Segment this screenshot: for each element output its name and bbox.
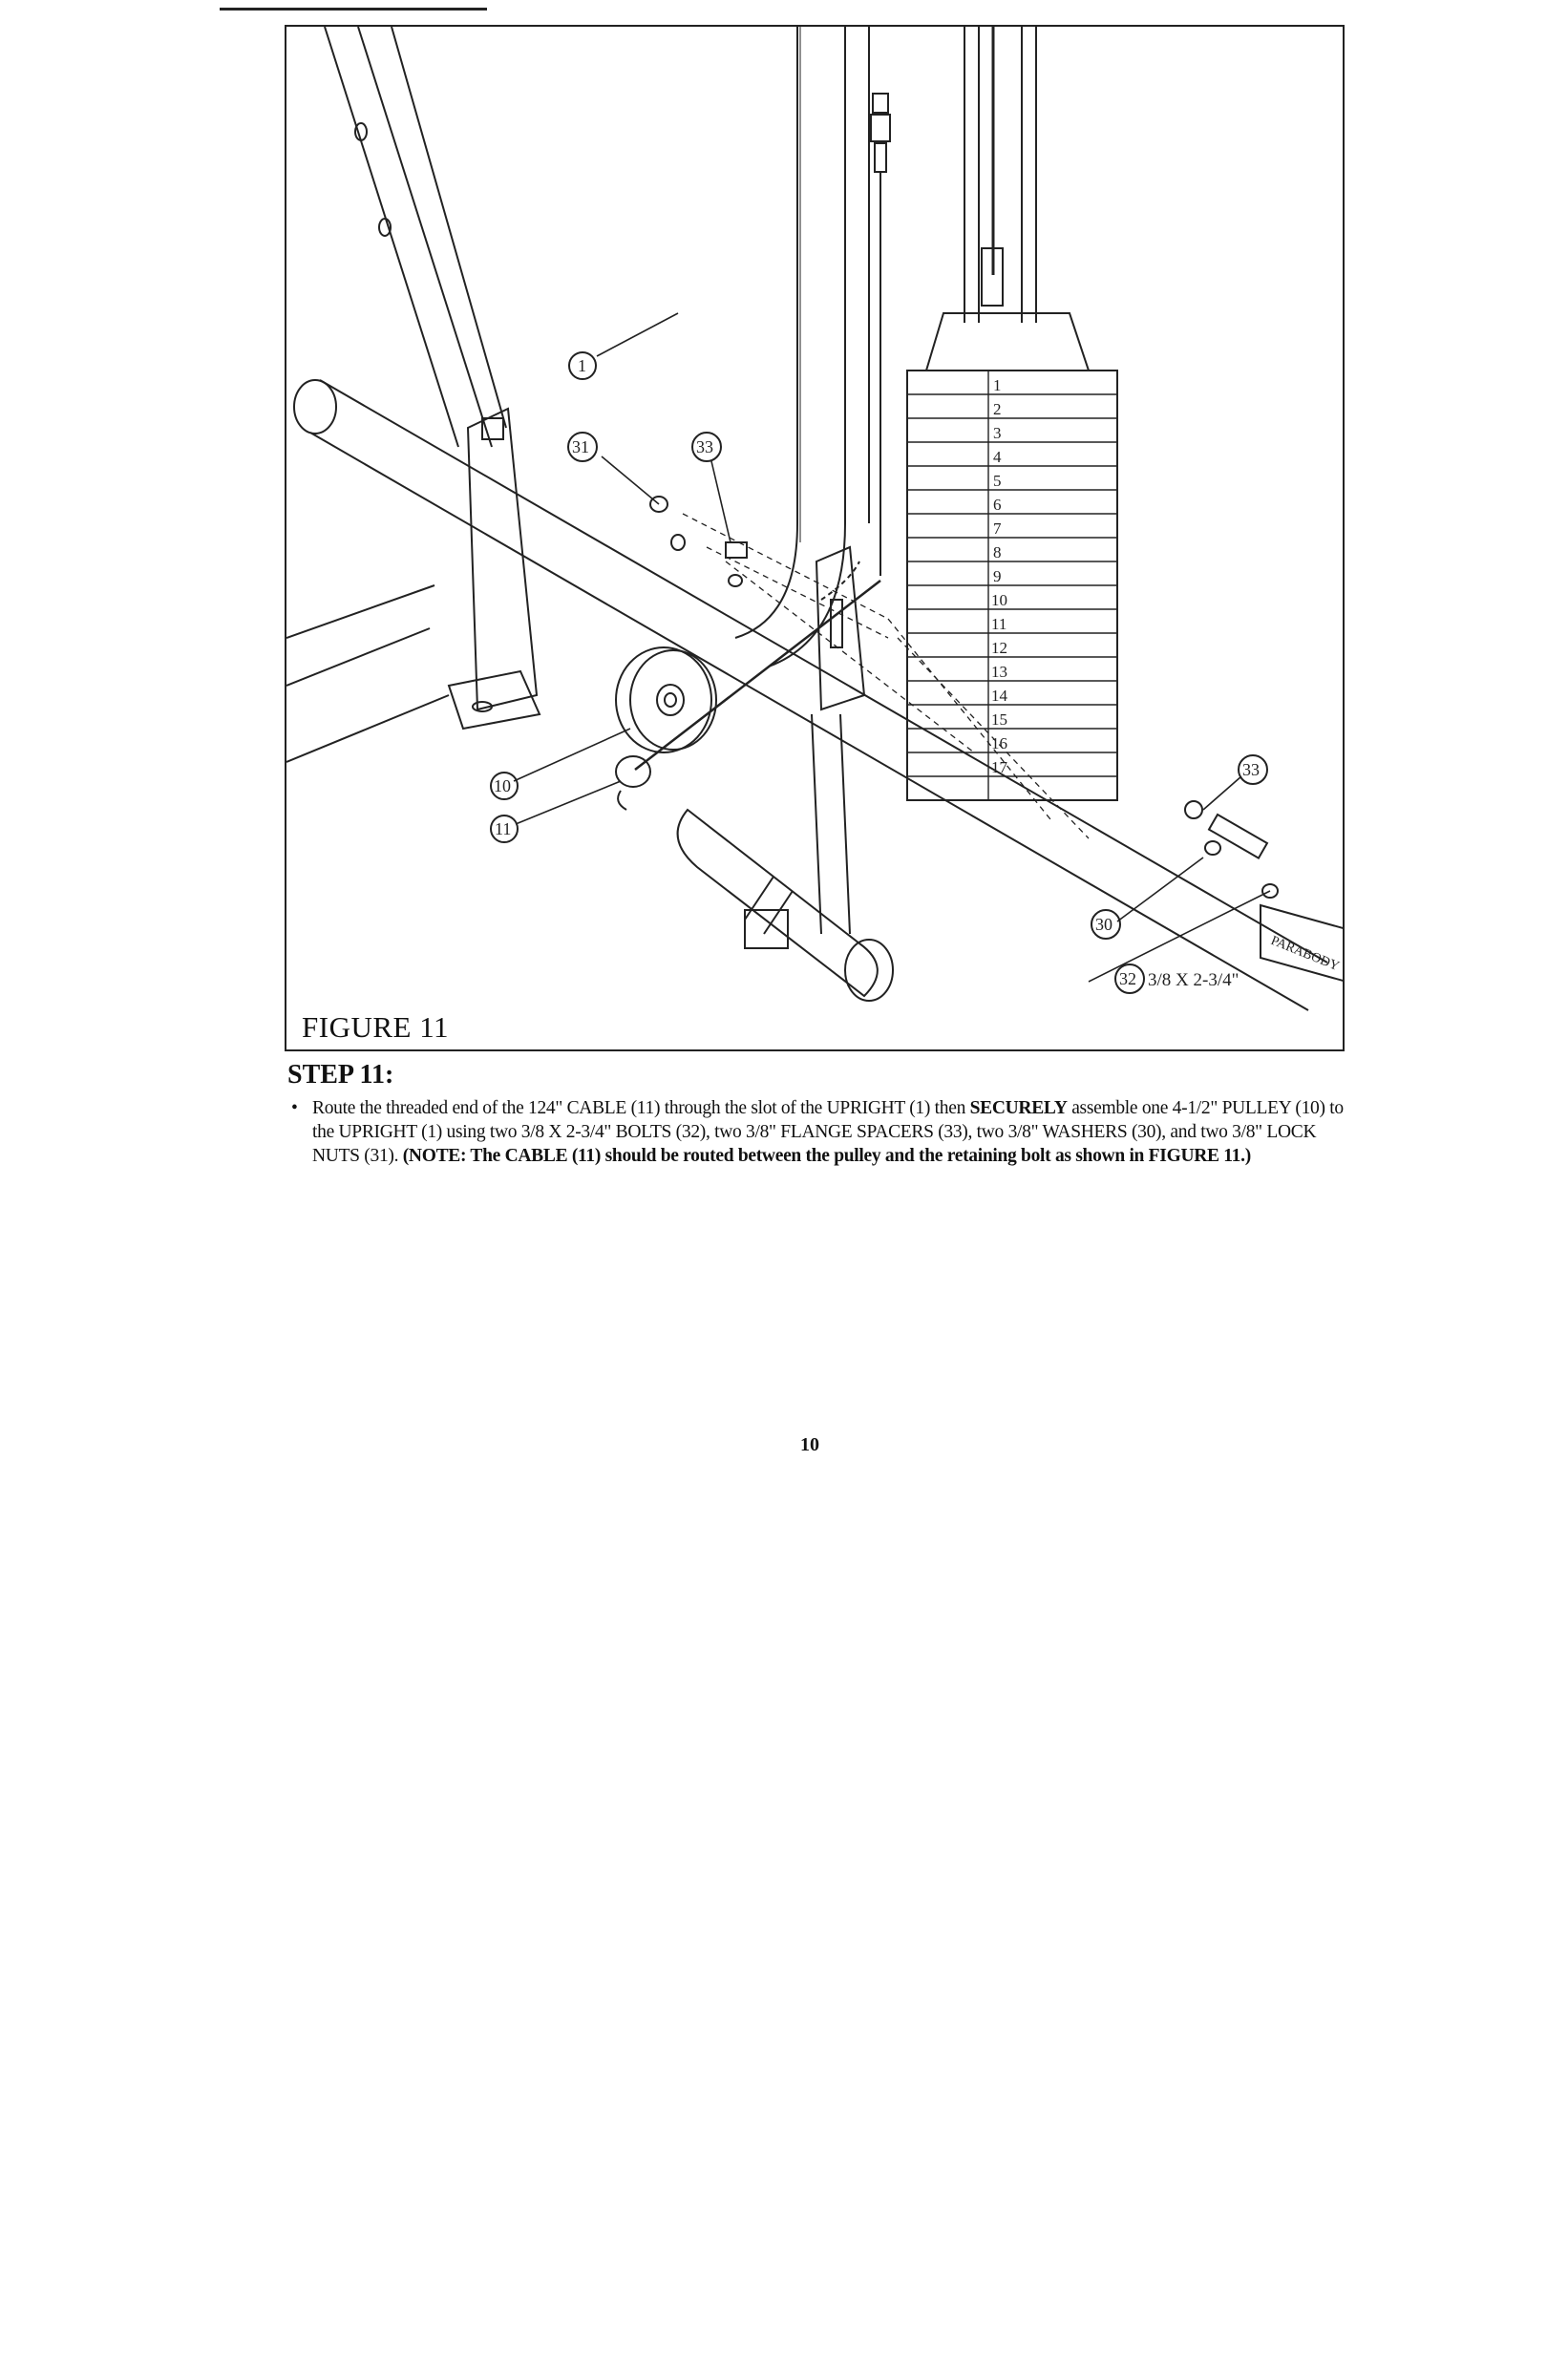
base-tube <box>286 380 1327 1010</box>
svg-text:15: 15 <box>991 710 1007 729</box>
step-text-part-1: Route the threaded end of the 124" CABLE (11) through the slot of the UPRIGHT (1) then <box>312 1098 970 1118</box>
svg-text:31: 31 <box>572 437 589 456</box>
svg-text:2: 2 <box>993 400 1002 418</box>
callout-31 <box>568 433 597 461</box>
upright-part-1 <box>735 27 869 709</box>
callout-1 <box>569 352 596 379</box>
callout-33-top <box>692 433 721 461</box>
figure-11-illustration <box>285 25 1345 1051</box>
svg-text:33: 33 <box>696 437 713 456</box>
small-hardware <box>650 497 1278 898</box>
svg-text:17: 17 <box>991 758 1007 776</box>
svg-text:14: 14 <box>991 687 1007 705</box>
step-heading: STEP 11: <box>287 1060 394 1090</box>
step-instructions <box>291 1096 1351 1168</box>
svg-text:PARABODY: PARABODY <box>1268 933 1342 975</box>
callout-leaders <box>514 313 1270 982</box>
left-frame-tube <box>325 27 506 447</box>
svg-text:11: 11 <box>495 819 512 838</box>
svg-text:9: 9 <box>993 567 1002 585</box>
step-paragraph <box>312 1096 1351 1168</box>
svg-text:32: 32 <box>1119 969 1136 988</box>
brand-decal <box>1261 905 1345 982</box>
step-emphasis-securely: SECURELY <box>969 1098 1068 1118</box>
svg-text:30: 30 <box>1095 915 1112 934</box>
svg-text:3: 3 <box>993 424 1002 442</box>
guide-rods <box>964 27 1036 323</box>
callout-32 <box>1115 964 1144 993</box>
svg-text:4: 4 <box>993 448 1002 466</box>
svg-text:5: 5 <box>993 472 1002 490</box>
bullet-point: • <box>291 1098 298 1118</box>
callout-30 <box>1091 910 1120 939</box>
rear-bracket <box>449 409 540 729</box>
step-note: (NOTE: The CABLE (11) should be routed between the pulley and the retaining bolt as shown in FIGURE 11.) <box>402 1146 1251 1166</box>
svg-text:11: 11 <box>991 615 1007 633</box>
step-text-part-2: assemble one 4-1/2" PULLEY (10) to the UPRIGHT (1) using two 3/8 X 2-3/4" BOLTS (32), two 3/8" FLANGE SPACERS (33), two 3/8" WASHERS (30), and two 3/8" LOCK NUTS (31). <box>312 1098 1344 1166</box>
foam-roller-pad <box>678 714 893 1001</box>
page-number: 10 <box>800 1434 819 1455</box>
svg-text:10: 10 <box>494 776 511 795</box>
callout-33-right <box>1239 755 1267 784</box>
callout-11 <box>491 815 518 842</box>
callout-10 <box>491 773 518 799</box>
svg-text:33: 33 <box>1242 760 1260 779</box>
svg-text:1: 1 <box>578 356 586 375</box>
weight-stack <box>907 313 1117 800</box>
pulley-part-10 <box>616 647 716 752</box>
svg-text:8: 8 <box>993 543 1002 561</box>
svg-text:10: 10 <box>991 591 1007 609</box>
svg-text:12: 12 <box>991 639 1007 657</box>
svg-text:16: 16 <box>991 734 1007 752</box>
bolt-size-label: 3/8 X 2-3/4" <box>1148 970 1240 990</box>
top-cable-bolt <box>871 94 890 576</box>
figure-caption: FIGURE 11 <box>302 1010 450 1044</box>
svg-text:13: 13 <box>991 663 1007 681</box>
svg-text:1: 1 <box>993 376 1002 394</box>
svg-text:7: 7 <box>993 519 1002 538</box>
svg-text:6: 6 <box>993 496 1002 514</box>
top-rule <box>220 8 487 11</box>
plate-number-column <box>991 376 1008 776</box>
